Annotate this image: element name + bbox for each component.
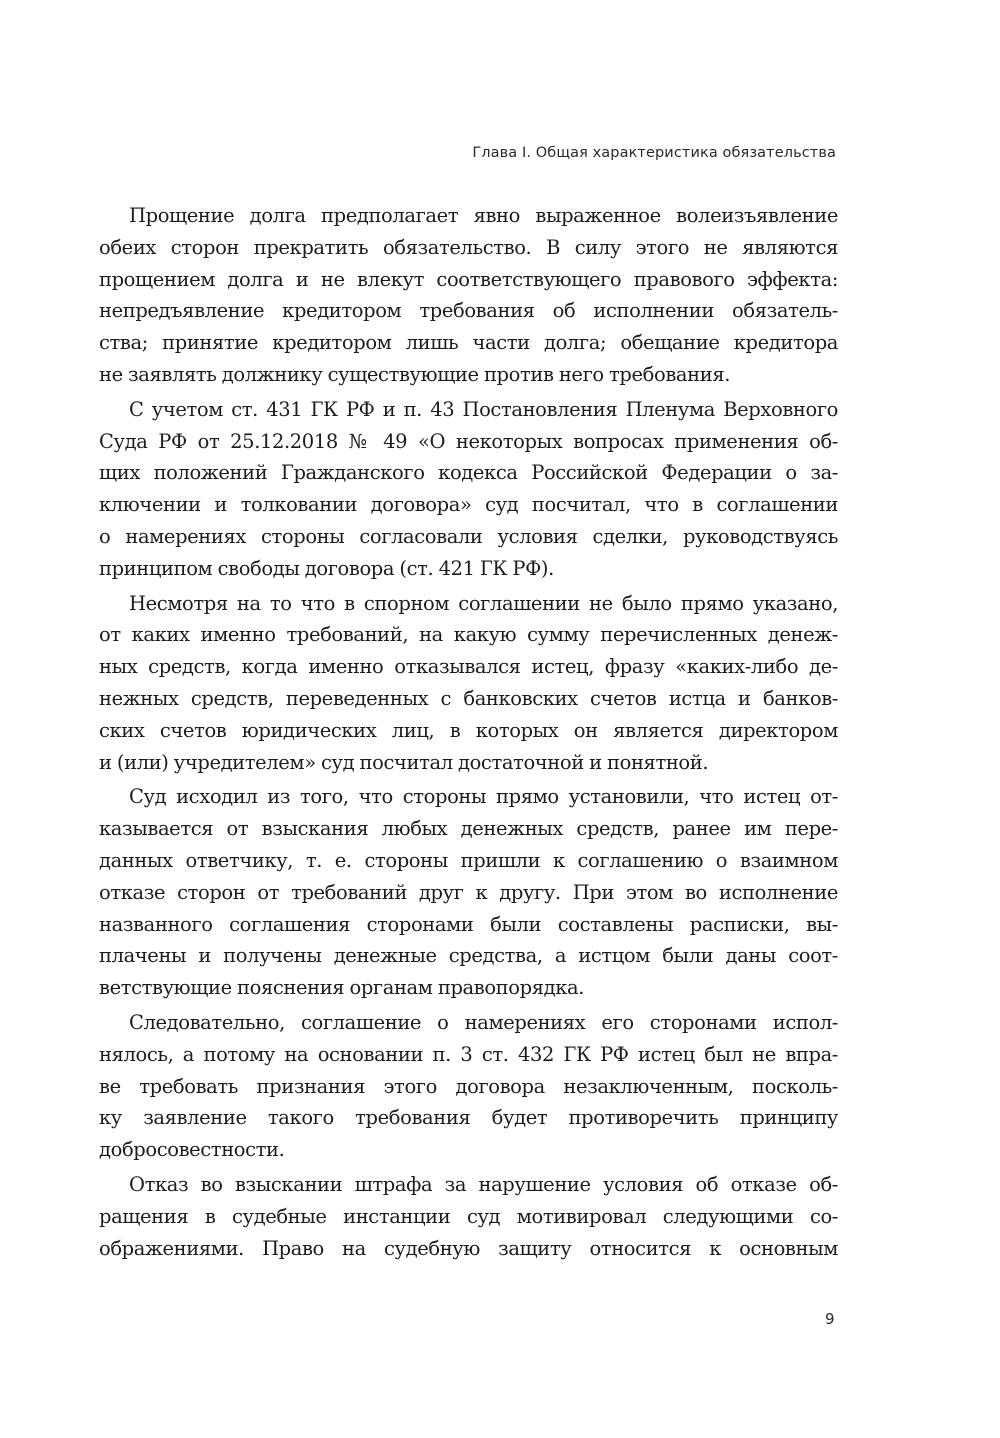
text-line: Суд исходил из того, что стороны прямо установили, что истец от- — [129, 785, 838, 809]
text-line: прощением долга и не влекут соответствующего правового эффекта: — [99, 267, 838, 291]
running-head: Глава I. Общая характеристика обязательства — [472, 145, 836, 161]
text-line: Следовательно, соглашение о намерениях его сторонами испол- — [129, 1010, 838, 1034]
paragraph — [99, 781, 838, 1004]
text-line: данных ответчику, т. е. стороны пришли к соглашению о взаимном — [99, 848, 838, 872]
text-line: непредъявление кредитором требования об исполнении обязатель- — [99, 299, 838, 323]
text-line: ских счетов юридических лиц, в которых он является директором — [99, 718, 838, 742]
page-number: 9 — [825, 1310, 835, 1328]
text-line: добросовестности. — [99, 1138, 285, 1162]
text-line: плачены и получены денежные средства, а истцом были даны соот- — [99, 944, 838, 968]
paragraph — [99, 1169, 838, 1264]
text-line: не заявлять должнику существующие против него требования. — [99, 362, 731, 386]
text-line: щих положений Гражданского кодекса Российской Федерации о за- — [99, 461, 838, 485]
text-line: ращения в судебные инстанции суд мотивировал следующими со- — [99, 1204, 838, 1228]
text-line: ных средств, когда именно отказывался истец, фразу «каких-либо де- — [99, 655, 838, 679]
text-line: принципом свободы договора (ст. 421 ГК РФ). — [99, 556, 554, 580]
text-line: ве требовать признания этого договора незаключенным, посколь- — [99, 1074, 838, 1098]
text-line: о намерениях стороны согласовали условия сделки, руководствуясь — [99, 524, 838, 548]
text-line: нежных средств, переведенных с банковских счетов истца и банков- — [99, 686, 838, 710]
text-line: Прощение долга предполагает явно выраженное волеизъявление — [129, 204, 838, 227]
text-line: отказе сторон от требований друг к другу. При этом во исполнение — [99, 880, 838, 904]
text-line: ключении и толковании договора» суд посчитал, что в соглашении — [99, 493, 838, 517]
text-line: С учетом ст. 431 ГК РФ и п. 43 Постановления Пленума Верховного — [129, 397, 838, 421]
paragraph — [99, 200, 838, 391]
text-line: ображениями. Право на судебную защиту относится к основным — [99, 1236, 838, 1260]
text-line: Отказ во взыскании штрафа за нарушение условия об отказе об- — [129, 1172, 838, 1196]
text-line: от каких именно требований, на какую сумму перечисленных денеж- — [99, 623, 838, 647]
text-line: ветствующие пояснения органам правопорядка. — [99, 976, 585, 1000]
body-text — [99, 200, 838, 1264]
paragraph — [99, 1007, 838, 1166]
paragraph — [99, 394, 838, 585]
text-line: названного соглашения сторонами были составлены расписки, вы- — [99, 912, 838, 936]
paragraph — [99, 588, 838, 779]
text-line: ку заявление такого требования будет противоречить принципу — [99, 1106, 838, 1130]
text-line: ства; принятие кредитором лишь части долга; обещание кредитора — [99, 331, 838, 355]
text-line: и (или) учредителем» суд посчитал достаточной и понятной. — [99, 750, 709, 774]
text-line: обеих сторон прекратить обязательство. В силу этого не являются — [99, 235, 838, 259]
text-line: нялось, а потому на основании п. 3 ст. 432 ГК РФ истец был не впра- — [99, 1042, 838, 1066]
text-line: Несмотря на то что в спорном соглашении не было прямо указано, — [129, 591, 838, 615]
text-line: казывается от взыскания любых денежных средств, ранее им пере- — [99, 817, 838, 841]
text-line: Суда РФ от 25.12.2018 № 49 «О некоторых вопросах применения об- — [99, 429, 838, 453]
